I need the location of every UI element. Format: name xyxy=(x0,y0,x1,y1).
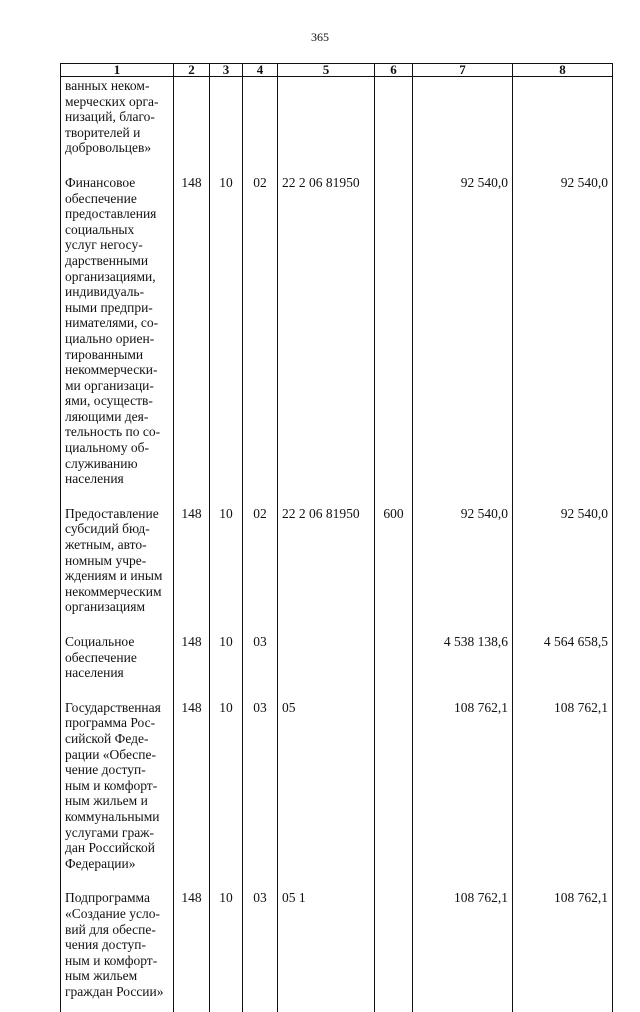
row-amount-1 xyxy=(413,77,513,166)
row-target-code xyxy=(278,625,375,691)
row-ministry-code: 148 xyxy=(174,625,210,691)
row-amount-1: 4 538 138,6 xyxy=(413,625,513,691)
row-ministry-code: 148 xyxy=(174,166,210,497)
row-subsection-code: 03 xyxy=(243,881,278,1012)
header-row xyxy=(61,64,613,77)
table-row xyxy=(61,625,613,691)
budget-table xyxy=(60,63,613,1012)
table-row xyxy=(61,166,613,497)
row-amount-2: 4 564 658,5 xyxy=(513,625,613,691)
row-amount-1: 92 540,0 xyxy=(413,497,513,625)
row-subsection-code: 02 xyxy=(243,497,278,625)
row-subsection-code: 02 xyxy=(243,166,278,497)
row-expense-type: 600 xyxy=(375,497,413,625)
header-col-1: 1 xyxy=(61,64,174,77)
row-amount-2: 108 762,1 xyxy=(513,881,613,1012)
row-section-code: 10 xyxy=(210,881,243,1012)
row-section-code: 10 xyxy=(210,497,243,625)
row-section-code: 10 xyxy=(210,691,243,882)
header-col-6: 6 xyxy=(375,64,413,77)
row-ministry-code xyxy=(174,77,210,166)
row-target-code: 22 2 06 81950 xyxy=(278,166,375,497)
row-expense-type xyxy=(375,77,413,166)
row-target-code: 22 2 06 81950 xyxy=(278,497,375,625)
row-expense-type xyxy=(375,881,413,1012)
row-expense-type xyxy=(375,166,413,497)
row-name: Подпрограмма «Создание усло- вий для обеспе- чения доступ- ным и комфорт- ным жильем граждан России» xyxy=(65,890,164,999)
header-col-5: 5 xyxy=(278,64,375,77)
row-amount-1: 92 540,0 xyxy=(413,166,513,497)
table-row xyxy=(61,497,613,625)
row-section-code: 10 xyxy=(210,166,243,497)
row-subsection-code: 03 xyxy=(243,625,278,691)
row-target-code: 05 xyxy=(278,691,375,882)
row-ministry-code: 148 xyxy=(174,691,210,882)
row-name: Финансовое обеспечение предоставления социальных услуг негосу- дарственными организациями, индивидуаль- ными предпри- нимателями, со- циально ориен- тированными некоммерчески- ми организаци- ями, осуществ- ляющими дея- тельность по со- циальному об- служиванию населения xyxy=(65,174,161,487)
row-amount-2: 92 540,0 xyxy=(513,497,613,625)
row-subsection-code: 03 xyxy=(243,691,278,882)
row-expense-type xyxy=(375,625,413,691)
header-col-8: 8 xyxy=(513,64,613,77)
row-amount-1: 108 762,1 xyxy=(413,881,513,1012)
row-amount-1: 108 762,1 xyxy=(413,691,513,882)
row-target-code xyxy=(278,77,375,166)
row-amount-2 xyxy=(513,77,613,166)
row-ministry-code: 148 xyxy=(174,881,210,1012)
row-name: Предоставление субсидий бюд- жетным, авто- номным учре- ждениям и иным некоммерческим организациям xyxy=(65,505,163,615)
row-name: ванных неком- мерческих орга- низаций, благо- творителей и добровольцев» xyxy=(65,78,159,156)
row-section-code: 10 xyxy=(210,625,243,691)
row-name: Социальное обеспечение населения xyxy=(65,634,137,681)
row-subsection-code xyxy=(243,77,278,166)
header-col-3: 3 xyxy=(210,64,243,77)
table-row xyxy=(61,77,613,166)
row-amount-2: 92 540,0 xyxy=(513,166,613,497)
row-name: Государственная программа Рос- сийской Феде- рации «Обеспе- чение доступ- ным и комфорт- ным жильем и коммунальными услугами граж- дан Российской Федерации» xyxy=(65,699,161,871)
row-expense-type xyxy=(375,691,413,882)
header-col-7: 7 xyxy=(413,64,513,77)
row-ministry-code: 148 xyxy=(174,497,210,625)
table-row xyxy=(61,691,613,882)
row-amount-2: 108 762,1 xyxy=(513,691,613,882)
row-section-code xyxy=(210,77,243,166)
row-target-code: 05 1 xyxy=(278,881,375,1012)
page-number: 365 xyxy=(311,30,329,44)
header-col-2: 2 xyxy=(174,64,210,77)
table-row xyxy=(61,881,613,1012)
header-col-4: 4 xyxy=(243,64,278,77)
